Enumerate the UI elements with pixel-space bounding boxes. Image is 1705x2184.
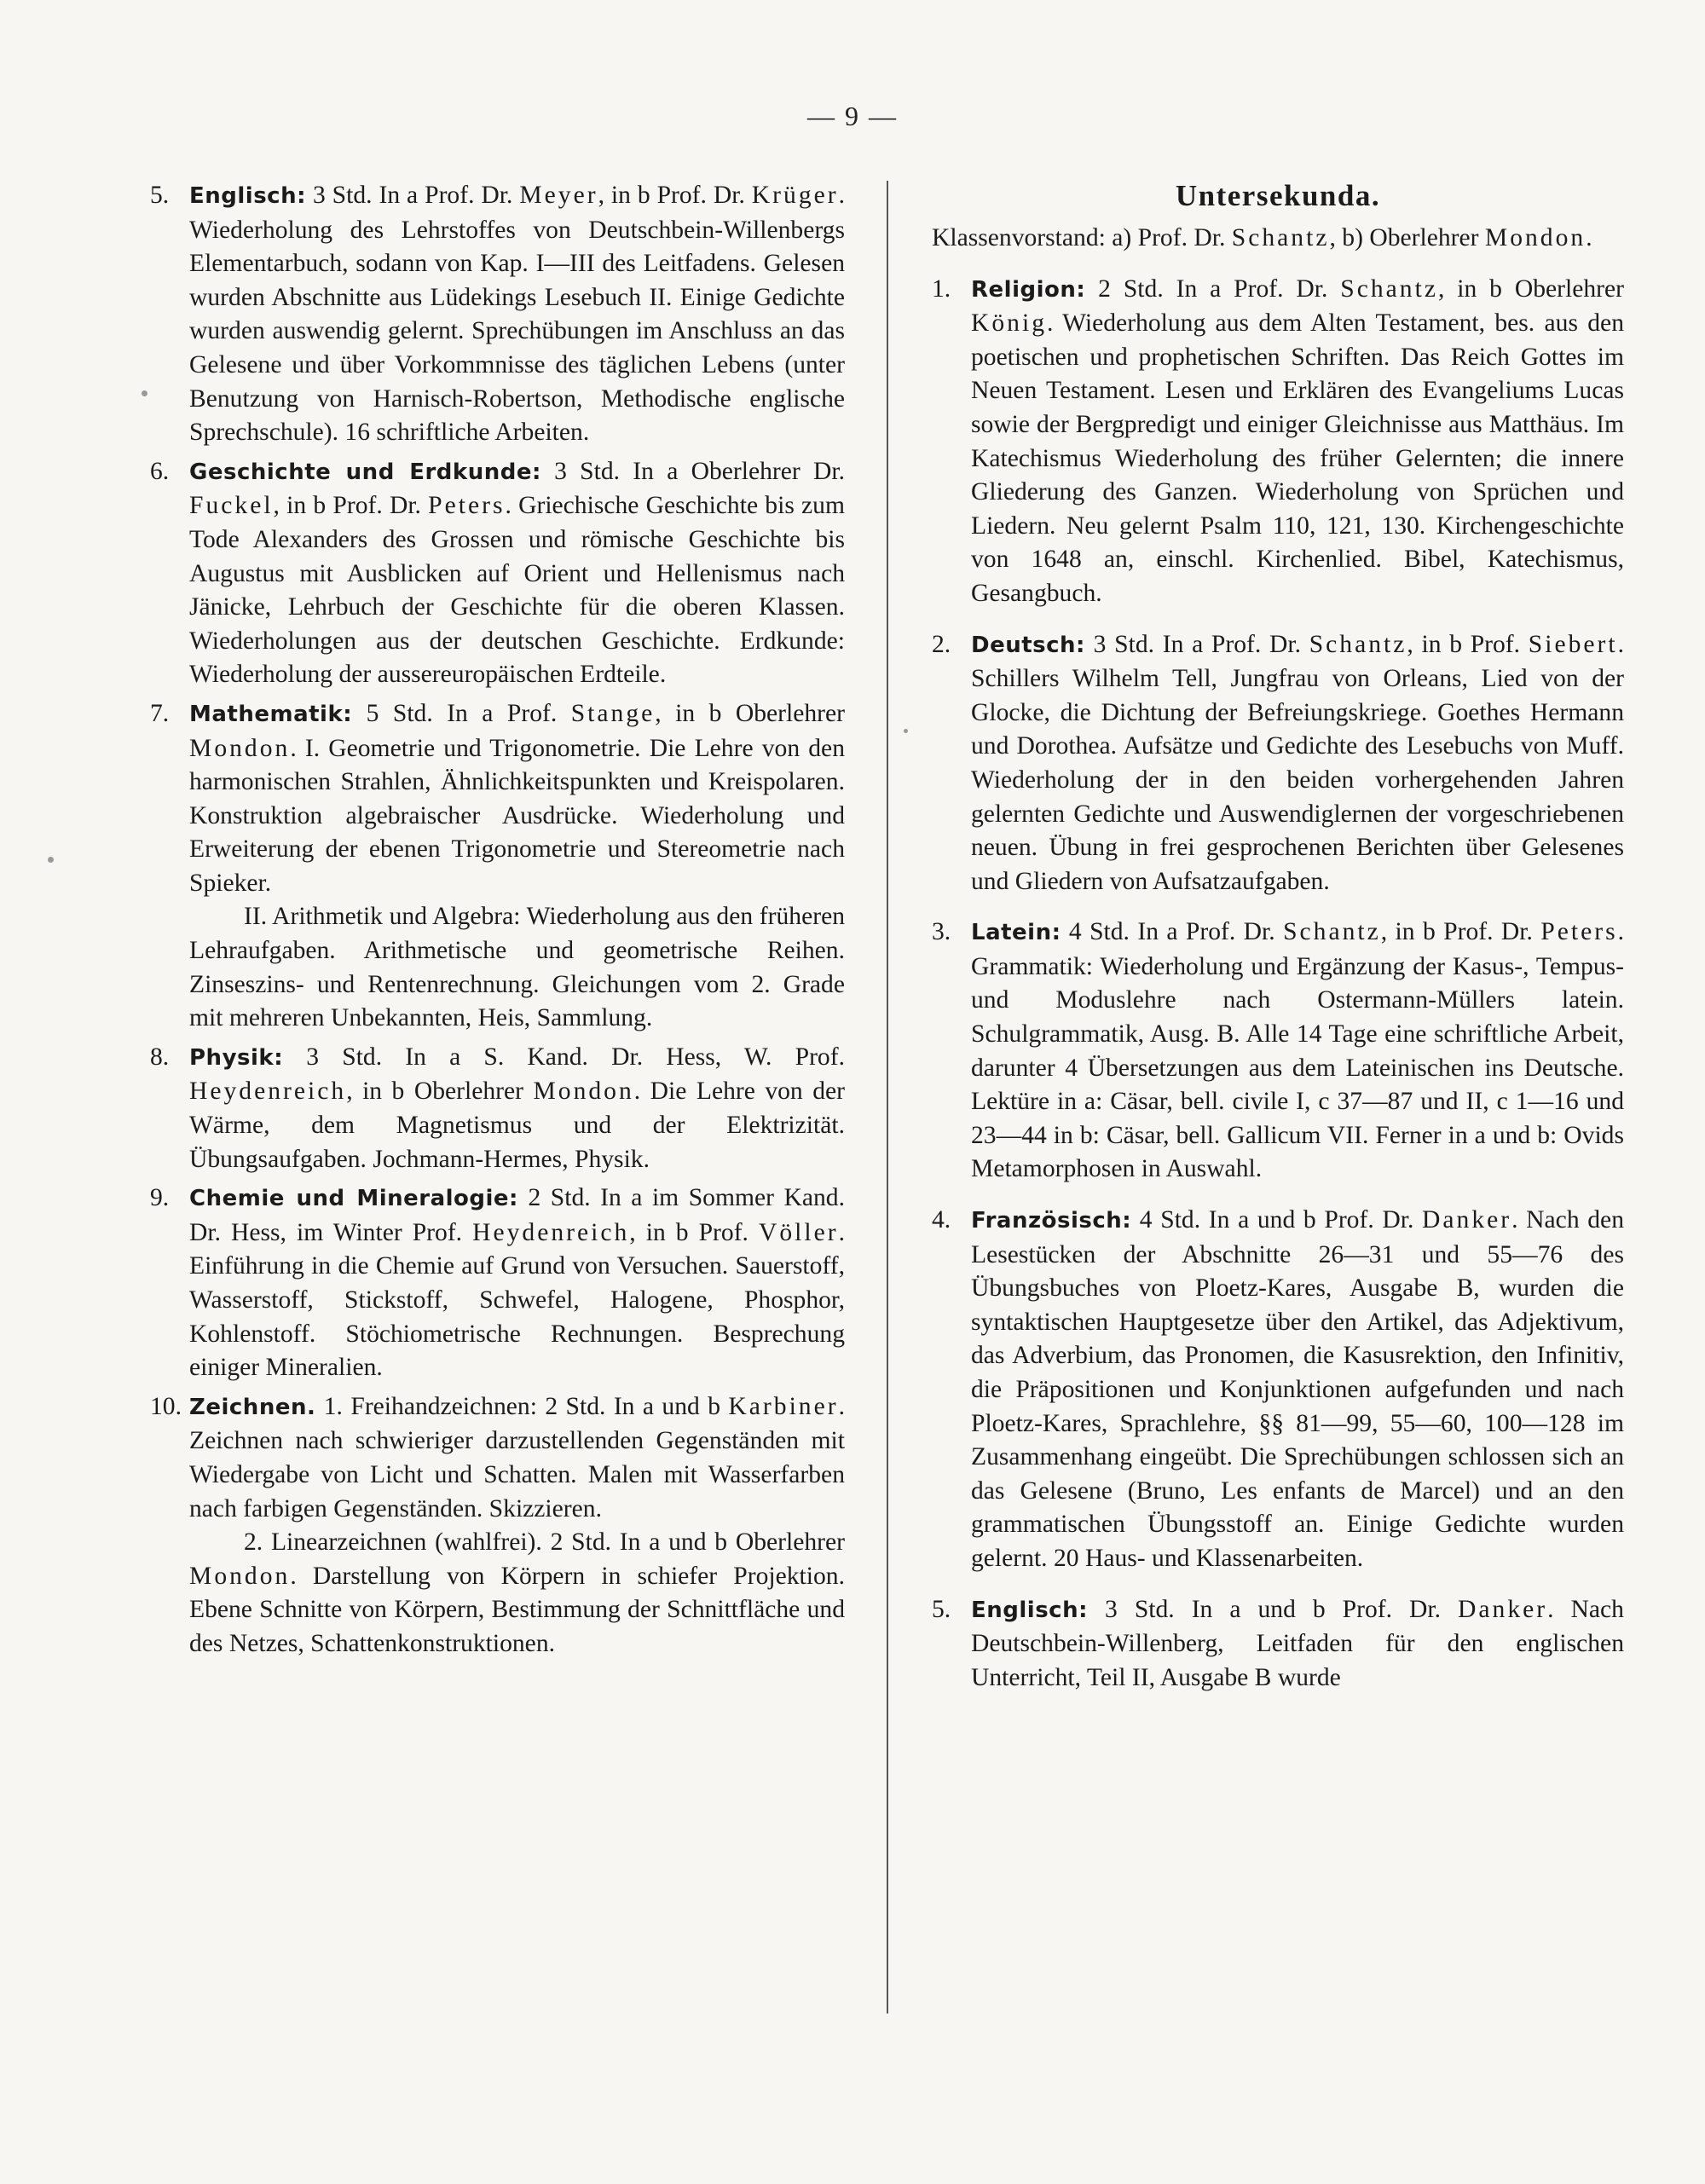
column-divider: [887, 181, 888, 2014]
section-englisch-obersekunda: [150, 179, 845, 450]
subject-label: Latein:: [971, 920, 1061, 946]
subject-label: Religion:: [971, 276, 1086, 303]
item-number: 2.: [932, 630, 951, 658]
item-text: , in b Oberlehrer: [346, 1078, 534, 1106]
teacher-name: Schantz: [1283, 918, 1381, 946]
item-number: 10.: [150, 1392, 182, 1420]
item-text: , in b Prof. Dr.: [1380, 918, 1541, 946]
item-text: , b) Oberlehrer: [1329, 224, 1485, 251]
scan-speck: [48, 857, 54, 863]
item-text: 5 Std. In a Prof.: [352, 699, 571, 727]
item-text: Klassenvorstand: a) Prof. Dr.: [932, 224, 1232, 251]
item-text: . Einführung in die Chemie auf Grund von Versuchen. Sauerstoff, Wasserstoff, Stickstoff, Schwefel, Halogene, Phosphor, Kohlenstoff. Stöchiometrische Rechnungen. Besprechung einiger Mineralien.: [189, 1218, 845, 1382]
item-text: .: [1586, 224, 1592, 251]
item-text: 3 Std. In a und b Prof. Dr.: [1088, 1595, 1459, 1623]
teacher-name: Mondon: [189, 1562, 291, 1590]
item-number: 3.: [932, 918, 951, 946]
subject-label: Physik:: [189, 1044, 284, 1071]
item-paragraph: II. Arithmetik und Algebra: Wiederholung aus den früheren Lehraufgaben. Arithmetische und geometrische Reihen. Zinseszins- und Rentenrechnung. Gleichungen vom 2. Grade mit mehreren Unbekannten, Heis, Sammlung.: [189, 903, 845, 1032]
class-heading: Untersekunda.: [1175, 179, 1381, 212]
item-number: 1.: [932, 274, 951, 303]
subject-label: Zeichnen.: [189, 1394, 316, 1420]
item-text: , in b Prof.: [629, 1218, 759, 1246]
item-text: . Griechische Geschichte bis zum Tode Alexanders des Grossen und römische Geschichte bis Augustus mit Ausblicken auf Orient und Hellenismus nach Jänicke, Lehrbuch der Geschichte für die oberen Klassen. Wiederholungen aus der deutschen Geschichte. Erdkunde: Wiederholung der aussereuropäischen Erdteile.: [189, 492, 845, 689]
item-text: , in b Prof.: [1407, 630, 1529, 658]
section-religion: [932, 273, 1624, 611]
section-latein: [932, 916, 1624, 1187]
item-number: 5.: [932, 1595, 951, 1623]
item-text: . Wiederholung aus dem Alten Testament, bes. aus den poetischen und prophetischen Schriften. Das Reich Gottes im Neuen Testament. Lesen und Erklären des Evangeliums Lucas sowie der Bergpredigt und einiger Gleichnisse aus Matthäus. Im Katechismus Wiederholung des früher Gelernten; die innere Gliederung des Ganzen. Wiederholung von Sprüchen und Liedern. Neu gelernt Psalm 110, 121, 130. Kirchengeschichte von 1648 an, einschl. Kirchenlied. Bibel, Katechismus, Gesangbuch.: [971, 309, 1624, 607]
section-franzoesisch: [932, 1204, 1624, 1576]
subject-label: Englisch:: [971, 1597, 1089, 1623]
teacher-name: Karbiner: [728, 1392, 839, 1420]
teacher-name: Mondon: [533, 1078, 634, 1106]
item-number: 8.: [150, 1043, 170, 1071]
teacher-name: Heydenreich: [189, 1078, 347, 1106]
item-text: . I. Geometrie und Trigonometrie. Die Lehre von den harmonischen Strahlen, Ähnlichkeitspunkten und Kreispolaren. Konstruktion algebraischer Ausdrücke. Wiederholung und Erweiterung der ebenen Trigonometrie und Stereometrie nach Spieker.: [189, 734, 845, 897]
teacher-name: Stange: [570, 699, 656, 727]
teacher-name: Mondon: [1484, 224, 1587, 251]
teacher-name: Völler: [758, 1218, 839, 1246]
item-number: 9.: [150, 1184, 170, 1212]
section-chemie: [150, 1182, 845, 1385]
item-text: 1. Freihandzeichnen: 2 Std. In a und b: [315, 1392, 729, 1420]
item-text: 3 Std. In a Oberlehrer Dr.: [540, 457, 846, 485]
left-column: [150, 179, 845, 1661]
item-text: . Nach Deutschbein-Willenberg, Leitfaden für den englischen Unterricht, Teil II, Ausgabe B wurde: [971, 1595, 1624, 1691]
section-englisch-untersekunda: [932, 1593, 1624, 1696]
item-number: 6.: [150, 457, 170, 485]
teacher-name: Schantz: [1309, 630, 1407, 658]
page-number: — 9 —: [807, 101, 898, 131]
subject-label: Französisch:: [971, 1208, 1132, 1234]
item-text: , in b Oberlehrer: [1437, 274, 1624, 303]
teacher-name: Schantz: [1231, 224, 1330, 251]
item-paragraph: [189, 1526, 845, 1661]
item-number: 4.: [932, 1206, 951, 1234]
item-text: 2 Std. In a im Sommer Kand. Dr. Hess, im Winter Prof.: [189, 1184, 845, 1246]
item-text: . Darstellung von Körpern in schiefer Projektion. Ebene Schnitte von Körpern, Bestimmung der Schnittfläche und des Netzes, Schattenkonstruktionen.: [189, 1562, 845, 1657]
subject-label: Deutsch:: [971, 632, 1085, 658]
scan-speck: [904, 729, 908, 733]
item-text: 2. Linearzeichnen (wahlfrei). 2 Std. In a und b Oberlehrer: [244, 1528, 845, 1557]
class-teacher-line: [932, 222, 1624, 256]
item-text: , in b Prof. Dr.: [273, 492, 429, 520]
item-text: , in b Prof. Dr.: [598, 182, 752, 209]
teacher-name: Mondon: [189, 734, 291, 762]
subject-label: Mathematik:: [189, 701, 353, 727]
teacher-name: Schantz: [1340, 274, 1438, 303]
scan-speck: [142, 390, 147, 396]
teacher-name: Meyer: [519, 182, 598, 209]
section-physik: [150, 1041, 845, 1176]
item-text: . Grammatik: Wiederholung und Ergänzung der Kasus-, Tempus- und Moduslehre nach Ostermann-Müllers latein. Schulgrammatik, Ausg. B. Alle 14 Tage eine schriftliche Arbeit, darunter 4 Übersetzungen aus dem Lateinischen ins Deutsche. Lektüre in a: Cäsar, bell. civile I, c 37—87 und II, c 1—16 und 23—44 in b: Cäsar, bell. Gallicum VII. Ferner in a und b: Ovids Metamorphosen in Auswahl.: [971, 918, 1625, 1183]
right-column: [932, 179, 1624, 1695]
section-mathematik: [150, 697, 845, 1036]
item-text: 3 Std. In a Prof. Dr.: [306, 182, 520, 209]
subject-label: Geschichte und Erdkunde:: [189, 459, 541, 485]
teacher-name: Siebert: [1528, 630, 1618, 658]
subject-label: Chemie und Mineralogie:: [189, 1186, 518, 1212]
teacher-name: Krüger: [751, 182, 839, 209]
item-text: 4 Std. In a Prof. Dr.: [1061, 918, 1284, 946]
item-number: 7.: [150, 699, 170, 727]
item-text: 3 Std. In a S. Kand. Dr. Hess, W. Prof.: [283, 1043, 845, 1071]
teacher-name: Danker: [1458, 1595, 1548, 1623]
item-text: 2 Std. In a Prof. Dr.: [1085, 274, 1341, 303]
item-text: . Wiederholung des Lehrstoffes von Deutschbein-Willenbergs Elementarbuch, sodann von Kap. I—III des Leitfadens. Gelesen wurden Abschnitte aus Lüdekings Lesebuch II. Einige Gedichte wurden auswendig gelernt. Sprechübungen im Anschluss an das Gelesene und über Vorkommnisse des täglichen Lebens (unter Benutzung von Harnisch-Robertson, Methodische englische Sprechschule). 16 schriftliche Arbeiten.: [189, 182, 846, 447]
item-text: . Nach den Lesestücken der Abschnitte 26—31 und 55—76 des Übungsbuches von Ploetz-Kares, Ausgabe B, wurden die syntaktischen Hauptgesetze über den Artikel, das Adjektivum, das Adverbium, das Pronomen, die Kasusrektion, den Infinitiv, die Präpositionen und Konjunktionen aufgefunden und nach Ploetz-Kares, Sprachlehre, §§ 81—99, 55—60, 100—128 im Zusammenhang eingeübt. Die Sprechübungen schlossen sich an das Gelesene (Bruno, Les enfants de Marcel) und an den grammatischen Übungsstoff an. Einige Gedichte wurden gelernt. 20 Haus- und Klassenarbeiten.: [971, 1206, 1624, 1572]
section-geschichte: [150, 455, 845, 692]
teacher-name: Peters: [1540, 918, 1618, 946]
teacher-name: Heydenreich: [472, 1218, 630, 1246]
item-text: , in b Oberlehrer: [655, 699, 845, 727]
item-text: 3 Std. In a Prof. Dr.: [1084, 630, 1309, 658]
teacher-name: Peters: [428, 492, 506, 520]
item-text: . Schillers Wilhelm Tell, Jungfrau von Orleans, Lied von der Glocke, die Dichtung der Befreiungskriege. Goethes Hermann und Dorothea. Aufsätze und Gedichte des Lesebuchs von Muff. Wiederholung der in den beiden vorhergehenden Jahren gelernten Gedichte und Auswendiglernen der vorgeschriebenen neuen. Übung in frei gesprochenen Berichten über Gelesenes und Gliedern von Aufsatzaufgaben.: [971, 630, 1624, 895]
section-deutsch: [932, 628, 1624, 899]
item-number: 5.: [150, 182, 170, 209]
teacher-name: Fuckel: [189, 492, 274, 520]
section-zeichnen: [150, 1390, 845, 1661]
item-text: . Die Lehre von der Wärme, dem Magnetismus und der Elektrizität. Übungsaufgaben. Jochmann-Hermes, Physik.: [189, 1078, 845, 1173]
item-text: 4 Std. In a und b Prof. Dr.: [1131, 1206, 1423, 1234]
teacher-name: Danker: [1422, 1206, 1512, 1234]
teacher-name: König: [971, 309, 1047, 338]
subject-label: Englisch:: [189, 183, 307, 209]
item-text: . Zeichnen nach schwieriger darzustellenden Gegenständen mit Wiedergabe von Licht und Schatten. Malen mit Wasserfarben nach farbigen Gegenständen. Skizzieren.: [189, 1392, 845, 1522]
